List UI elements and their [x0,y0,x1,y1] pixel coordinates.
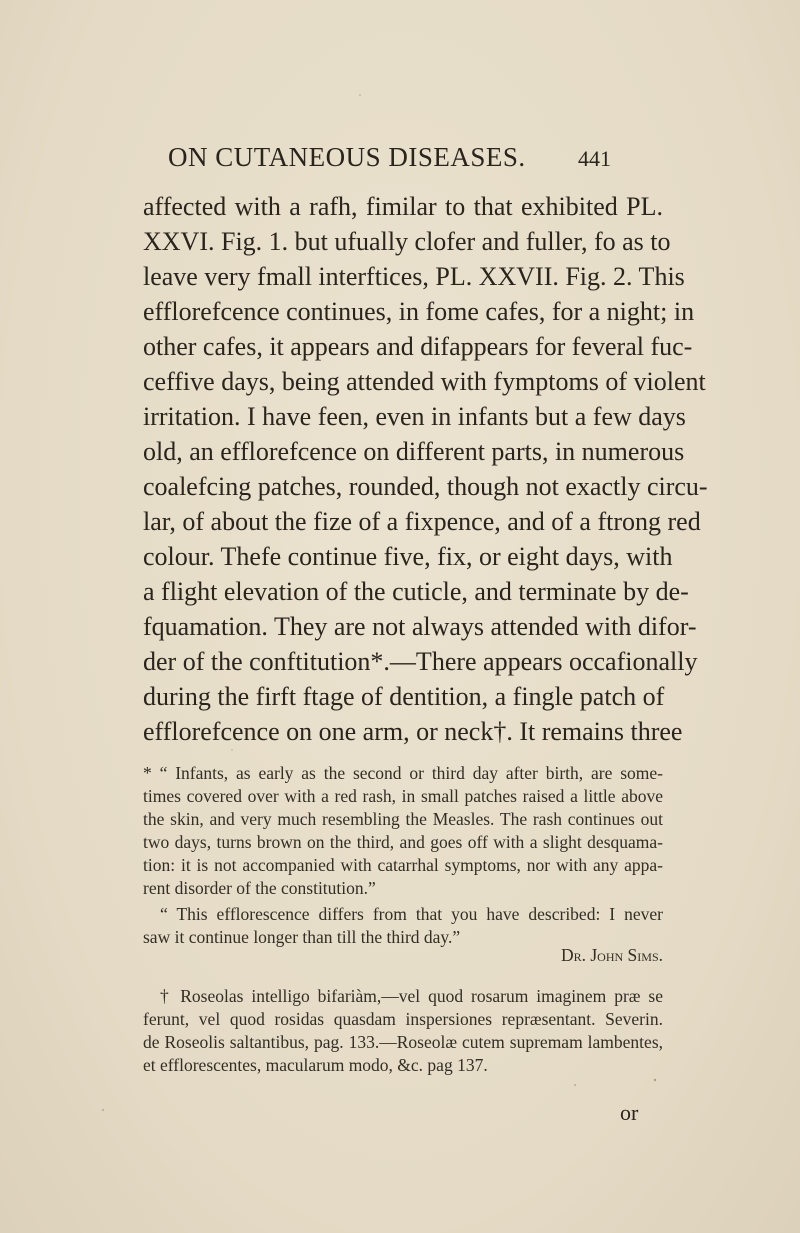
footnote-line: saw it continue longer than till the third day.” [143,927,461,947]
footnote-line: rent disorder of the constitution.” [143,878,376,898]
text-line: efflorefcence continues, in fome cafes, for a night; in [143,297,695,326]
text-line: efflorefcence on one arm, or neck†. It remains three [143,717,683,746]
text-line: lar, of about the fize of a fixpence, and of a ftrong red [143,507,701,536]
catchword: or [620,1100,639,1125]
text-line: XXVI. Fig. 1. but ufually clofer and fuller, fo as to [143,227,671,256]
page-number: 441 [578,146,611,171]
footnote-line: the skin, and very much resembling the Measles. The rash continues out [143,809,663,829]
text-line: a flight elevation of the cuticle, and terminate by de- [143,577,689,606]
text-line: affected with a rafh, fimilar to that exhibited PL. [143,192,663,221]
latin-footnote-line: † Roseolas intelligo bifariàm,—vel quod rosarum imaginem præ se [160,986,663,1006]
footnote-line: “ This efflorescence differs from that you have described: I never [160,904,663,924]
text-line: during the firft ftage of dentition, a fingle patch of [143,682,665,711]
footnote-line: * “ Infants, as early as the second or third day after birth, are some- [143,763,663,783]
text-line: der of the conftitution*.—There appears occafionally [143,647,698,676]
footnote-signature: Dr. John Sims. [560,945,663,965]
footnote-line: two days, turns brown on the third, and goes off with a slight desquama- [143,832,663,852]
text-line: leave very fmall interftices, PL. XXVII. Fig. 2. This [143,262,685,291]
page-header [0,140,800,180]
text-line: other cafes, it appears and difappears for feveral fuc- [143,332,693,361]
text-line: old, an efflorefcence on different parts, in numerous [143,437,685,466]
running-head: ON CUTANEOUS DISEASES. [168,142,526,172]
latin-footnote-line: ferunt, vel quod rosidas quasdam inspersiones repræsentant. Severin. [143,1009,663,1029]
text-line: ceffive days, being attended with fymptoms of violent [143,367,706,396]
text-line: colour. Thefe continue five, fix, or eight days, with [143,542,673,571]
latin-footnote-line: et efflorescentes, macularum modo, &c. pag 137. [143,1055,488,1075]
footnote-line: times covered over with a red rash, in small patches raised a little above [143,786,663,806]
text-line: coalefcing patches, rounded, though not exactly circu- [143,472,708,501]
footnote-line: tion: it is not accompanied with catarrhal symptoms, nor with any appa- [143,855,663,875]
latin-footnote-line: de Roseolis saltantibus, pag. 133.—Roseolæ cutem supremam lambentes, [143,1032,663,1052]
text-line: fquamation. They are not always attended with difor- [143,612,697,641]
text-line: irritation. I have feen, even in infants but a few days [143,402,686,431]
